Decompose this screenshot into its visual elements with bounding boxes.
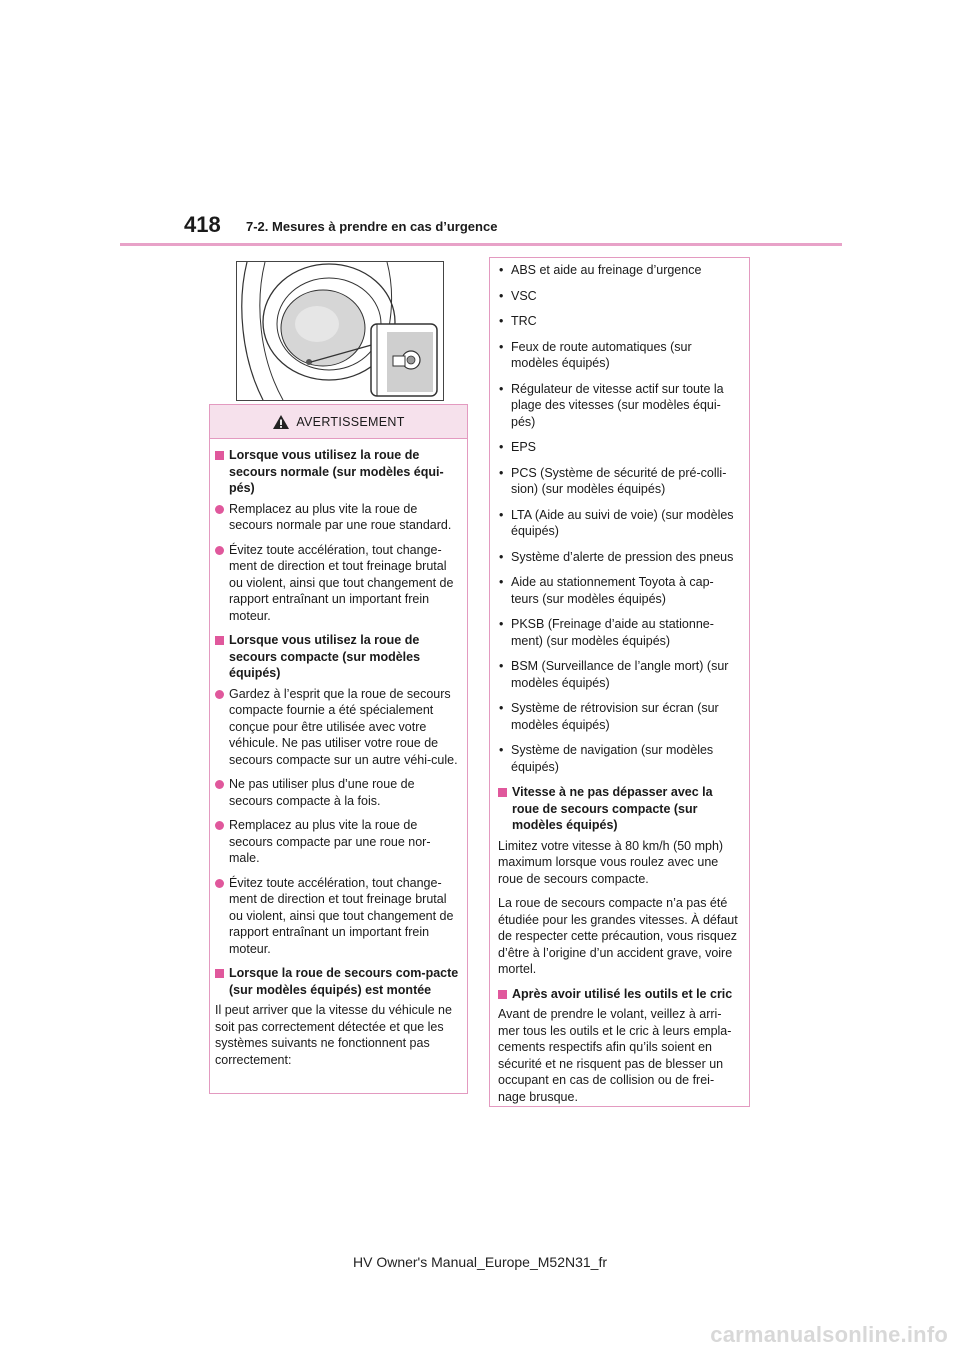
system-list-item: • Aide au stationnement Toyota à cap-teurs (sur modèles équipés) (498, 574, 741, 607)
tools-paragraph: Avant de prendre le volant, veillez à arri-mer tous les outils et le cric à leurs empla-cements respectifs afin qu’ils soient en sécurité et ne risquent pas de blesser un occupant en cas de collision ou de frei-nage brusque. (498, 1007, 732, 1104)
system-list-item: • TRC (498, 313, 741, 330)
warning-item: Ne pas utiliser plus d’une roue de secours compacte à la fois. (215, 776, 460, 809)
warning-item: Évitez toute accélération, tout change-ment de direction et tout freinage brutal ou violent, ainsi que tout changement de rapport entraînant un important frein moteur. (215, 875, 460, 958)
system-list-item: • ABS et aide au freinage d’urgence (498, 262, 741, 279)
section-title: 7-2. Mesures à prendre en cas d’urgence (246, 219, 498, 234)
continuation-panel (489, 257, 750, 1107)
system-list-item: • LTA (Aide au suivi de voie) (sur modèles équipés) (498, 507, 741, 540)
warning-heading-compact-mounted: Lorsque la roue de secours com-pacte (sur modèles équipés) est montée (215, 965, 460, 998)
warning-paragraph: Il peut arriver que la vitesse du véhicule ne soit pas correctement détectée et que les systèmes suivants ne fonctionnent pas correctement: (215, 1003, 452, 1067)
speed-warning-paragraph: La roue de secours compacte n’a pas été étudiée pour les grandes vitesses. À défaut de respecter cette précaution, vous risquez d’être à l’origine d’un accident grave, voire mortel. (498, 896, 738, 976)
warning-box (209, 404, 468, 1094)
warning-triangle-icon (272, 414, 290, 430)
warning-heading-normal-spare: Lorsque vous utilisez la roue de secours normale (sur modèles équi-pés) (215, 447, 460, 497)
system-list-item: • PKSB (Freinage d’aide au stationne-ment) (sur modèles équipés) (498, 616, 741, 649)
header-rule (120, 243, 842, 246)
warning-heading-compact-spare: Lorsque vous utilisez la roue de secours compacte (sur modèles équipés) (215, 632, 460, 682)
warning-body (210, 439, 467, 1068)
warning-title: AVERTISSEMENT (296, 414, 405, 429)
warning-header (210, 405, 467, 439)
warning-item: Remplacez au plus vite la roue de secours compacte par une roue nor-male. (215, 817, 460, 867)
system-list-item: • EPS (498, 439, 741, 456)
system-list-item: • Feux de route automatiques (sur modèles équipés) (498, 339, 741, 372)
footer-manual-id: HV Owner's Manual_Europe_M52N31_fr (352, 1254, 608, 1270)
system-list-item: • Système d’alerte de pression des pneus (498, 549, 741, 566)
warning-item: Remplacez au plus vite la roue de secours normale par une roue standard. (215, 501, 460, 534)
system-list-item: • Régulateur de vitesse actif sur toute la plage des vitesses (sur modèles équi-pés) (498, 381, 741, 431)
system-list-item: • VSC (498, 288, 741, 305)
spare-wheel-drawing (237, 262, 443, 400)
system-list-item: • PCS (Système de sécurité de pré-colli-sion) (sur modèles équipés) (498, 465, 741, 498)
speed-limit-heading: Vitesse à ne pas dépasser avec la roue de secours compacte (sur modèles équipés) (498, 784, 741, 834)
page-number: 418 (184, 212, 221, 237)
spare-wheel-illustration (236, 261, 444, 401)
system-list-item: • Système de navigation (sur modèles équipés) (498, 742, 741, 775)
tools-heading: Après avoir utilisé les outils et le cric (498, 986, 741, 1003)
warning-item: Gardez à l’esprit que la roue de secours compacte fournie a été spécialement conçue pour être utilisée avec votre véhicule. Ne pas utiliser votre roue de secours compacte sur un autre véhi-cule. (215, 686, 460, 769)
speed-limit-paragraph: Limitez votre vitesse à 80 km/h (50 mph) maximum lorsque vous roulez avec une roue de secours compacte. (498, 838, 724, 886)
watermark: carmanualsonline.info (710, 1322, 948, 1347)
warning-item: Évitez toute accélération, tout change-ment de direction et tout freinage brutal ou violent, ainsi que tout changement de rapport entraînant un important frein moteur. (215, 542, 460, 625)
system-list-item: • Système de rétrovision sur écran (sur modèles équipés) (498, 700, 741, 733)
system-list-item: • BSM (Surveillance de l’angle mort) (sur modèles équipés) (498, 658, 741, 691)
